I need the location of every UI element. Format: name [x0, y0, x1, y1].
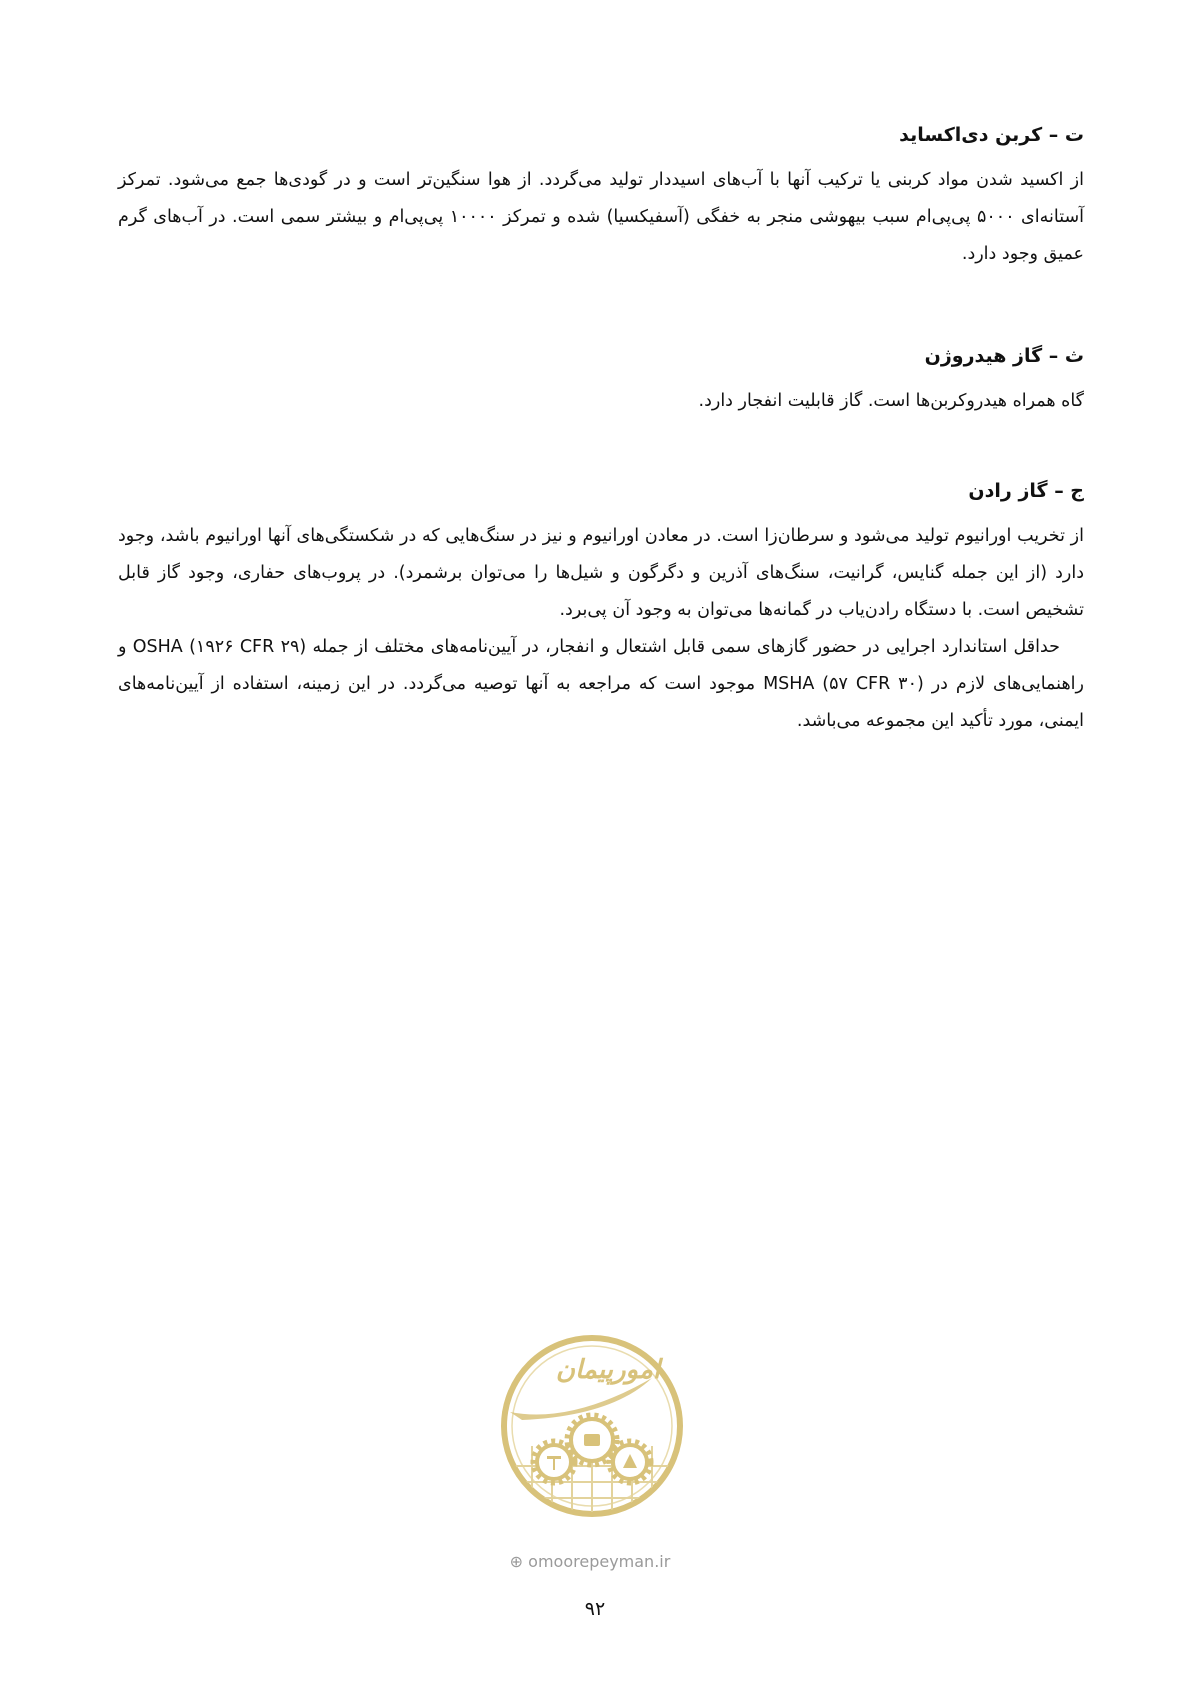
page-number: ۹۲	[584, 1598, 606, 1620]
paragraph: از تخریب اورانیوم تولید می‌شود و سرطان‌زا است. در معادن اورانیوم و نیز در سنگ‌هایی که در شکستگی‌های آنها اورانیوم باشد، وجود دارد (از این جمله گنایس، گرانیت، سنگ‌های آذرین و دگرگون و شیل‌ها را می‌توان برشمرد). در پروب‌های حفاری، وجود گاز قابل تشخیص است. با دستگاه رادن‌یاب در گمانه‌ها می‌توان به وجود آن پی‌برد.	[118, 526, 1084, 620]
section-body-carbon-dioxide	[118, 162, 1084, 273]
section-heading-hydrogen: ث – گاز هیدروژن	[924, 345, 1084, 367]
globe-icon: ⊕	[509, 1552, 524, 1571]
paragraph: از اکسید شدن مواد کربنی یا ترکیب آنها با آب‌های اسیددار تولید می‌گردد. از هوا سنگین‌تر است و در گودی‌ها جمع می‌شود. تمرکز آستانه‌ای ۵۰۰۰ پی‌پی‌ام سبب بیهوشی منجر به خفگی (آسفیکسیا) شده و تمرکز ۱۰۰۰۰ پی‌پی‌ام و بیشتر سمی است. در آب‌های گرم عمیق وجود دارد.	[118, 170, 1085, 264]
section-body-hydrogen	[118, 383, 1084, 420]
section-heading-radon: ج – گاز رادن	[968, 480, 1084, 502]
logo-url-text	[460, 1552, 720, 1571]
logo-script-text: امورپیمان	[555, 1355, 661, 1385]
watermark-logo	[492, 1316, 692, 1556]
logo-emblem-icon	[492, 1316, 692, 1556]
logo-url-label: omoorepeyman.ir	[528, 1552, 671, 1571]
section-body-radon	[118, 518, 1084, 740]
paragraph: حداقل استاندارد اجرایی در حضور گازهای سمی قابل اشتعال و انفجار، در آیین‌نامه‌های مختلف از جمله OSHA (۱۹۲۶ CFR ۲۹) و راهنمایی‌های لازم در MSHA (۵۷ CFR ۳۰) موجود است که مراجعه به آنها توصیه می‌گردد. در این زمینه، استفاده از آیین‌نامه‌های ایمنی، مورد تأکید این مجموعه می‌باشد.	[118, 637, 1084, 731]
section-heading-carbon-dioxide: ت – کربن دی‌اکساید	[899, 124, 1084, 146]
paragraph: گاه همراه هیدروکربن‌ها است. گاز قابلیت انفجار دارد.	[698, 391, 1084, 411]
